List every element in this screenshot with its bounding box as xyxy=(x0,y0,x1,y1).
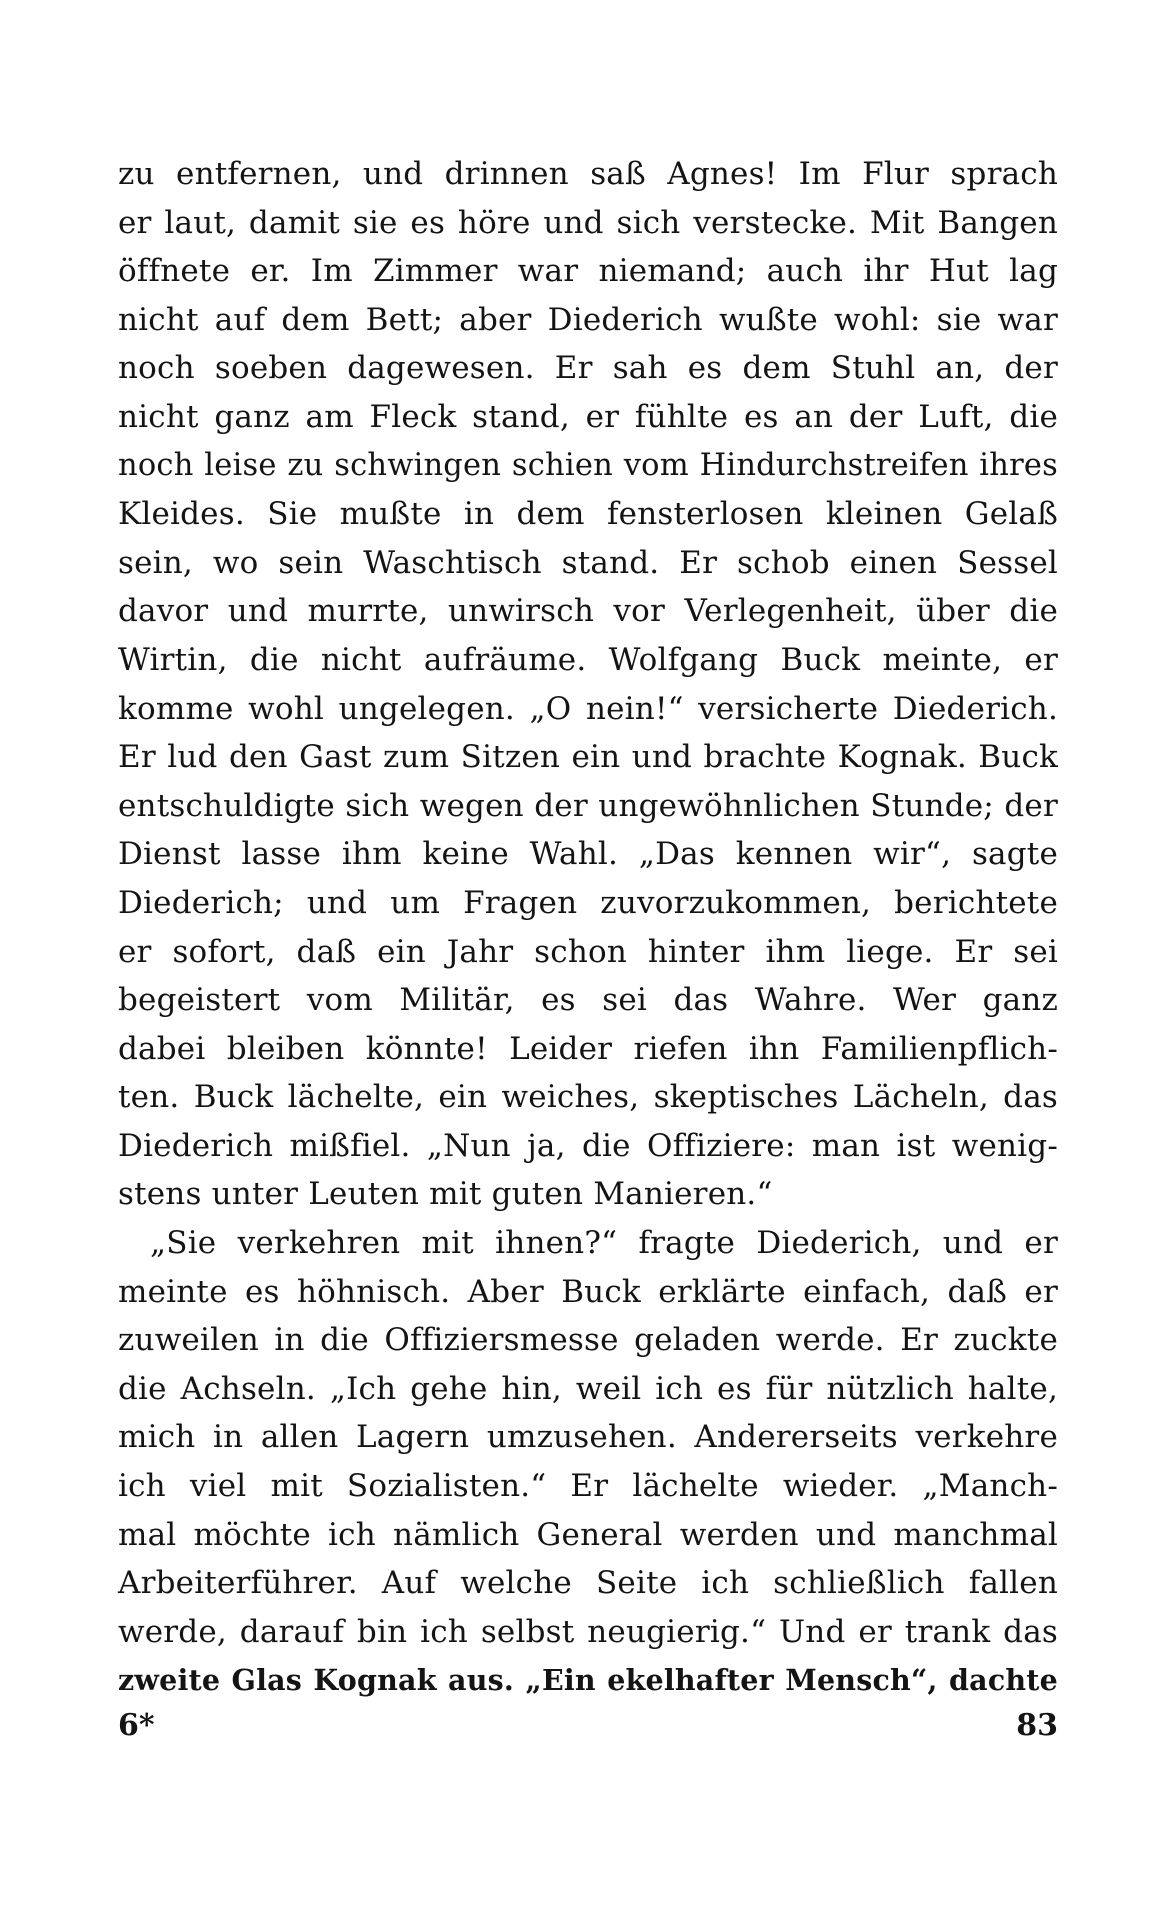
signature-mark: 6* xyxy=(118,1708,155,1743)
text-line: Wirtin, die nicht aufräume. Wolfgang Buck meinte, er xyxy=(118,641,1058,678)
text-line: davor und murrte, unwirsch vor Verlegenheit, über die xyxy=(118,593,1058,630)
text-line: Arbeiterführer. Auf welche Seite ich schließlich fallen xyxy=(118,1565,1058,1602)
text-line: mich in allen Lagern umzusehen. Andererseits verkehre xyxy=(118,1419,1058,1456)
text-line: Er lud den Gast zum Sitzen ein und brachte Kognak. Buck xyxy=(118,739,1058,776)
text-line: ten. Buck lächelte, ein weiches, skeptisches Lächeln, das xyxy=(118,1079,1058,1116)
text-line: noch leise zu schwingen schien vom Hindurchstreifen ihres xyxy=(118,447,1058,483)
text-line: Dienst lasse ihm keine Wahl. „Das kennen wir“, sagte xyxy=(118,836,1058,873)
text-line: noch soeben dagewesen. Er sah es dem Stuhl an, der xyxy=(118,350,1058,387)
text-line: zu entfernen, und drinnen saß Agnes! Im Flur sprach xyxy=(118,156,1058,192)
text-line: öffnete er. Im Zimmer war niemand; auch ihr Hut lag xyxy=(118,253,1058,290)
text-line: Kleides. Sie mußte in dem fensterlosen kleinen Gelaß xyxy=(118,496,1058,533)
text-line: nicht auf dem Bett; aber Diederich wußte wohl: sie war xyxy=(118,301,1058,338)
text-line: zuweilen in die Offiziersmesse geladen werde. Er zuckte xyxy=(118,1322,1058,1359)
text-line: nicht ganz am Fleck stand, er fühlte es an der Luft, die xyxy=(118,398,1058,435)
paragraph-start-line: „Sie verkehren mit ihnen?“ fragte Diederich, und er xyxy=(150,1225,1058,1262)
text-line: zweite Glas Kognak aus. „Ein ekelhafter Mensch“, dachte xyxy=(118,1663,1058,1698)
paragraph-end-line: stens unter Leuten mit guten Manieren.“ xyxy=(118,1176,773,1213)
text-line: ich viel mit Sozialisten.“ Er lächelte wieder. „Manch- xyxy=(118,1468,1058,1505)
page-number: 83 xyxy=(1016,1708,1058,1743)
text-line: werde, darauf bin ich selbst neugierig.“ Und er trank das xyxy=(118,1613,1058,1650)
text-line: die Achseln. „Ich gehe hin, weil ich es für nützlich halte, xyxy=(118,1370,1058,1407)
text-line: er sofort, daß ein Jahr schon hinter ihm liege. Er sei xyxy=(118,933,1058,970)
text-line: er laut, damit sie es höre und sich verstecke. Mit Bangen xyxy=(118,204,1058,241)
text-line: sein, wo sein Waschtisch stand. Er schob einen Sessel xyxy=(118,544,1058,581)
text-line: meinte es höhnisch. Aber Buck erklärte einfach, daß er xyxy=(118,1273,1058,1310)
text-line: begeistert vom Militär, es sei das Wahre. Wer ganz xyxy=(118,982,1058,1019)
page-footer xyxy=(118,1708,1058,1748)
body-text xyxy=(118,150,1058,1705)
text-line: Diederich mißfiel. „Nun ja, die Offiziere: man ist wenig- xyxy=(118,1127,1058,1164)
text-line: entschuldigte sich wegen der ungewöhnlichen Stunde; der xyxy=(118,787,1058,824)
text-line: dabei bleiben könnte! Leider riefen ihn Familienpflich- xyxy=(118,1030,1058,1067)
text-line: mal möchte ich nämlich General werden und manchmal xyxy=(118,1516,1058,1553)
text-line: Diederich; und um Fragen zuvorzukommen, berichtete xyxy=(118,884,1058,921)
text-line: komme wohl ungelegen. „O nein!“ versicherte Diederich. xyxy=(118,690,1058,727)
